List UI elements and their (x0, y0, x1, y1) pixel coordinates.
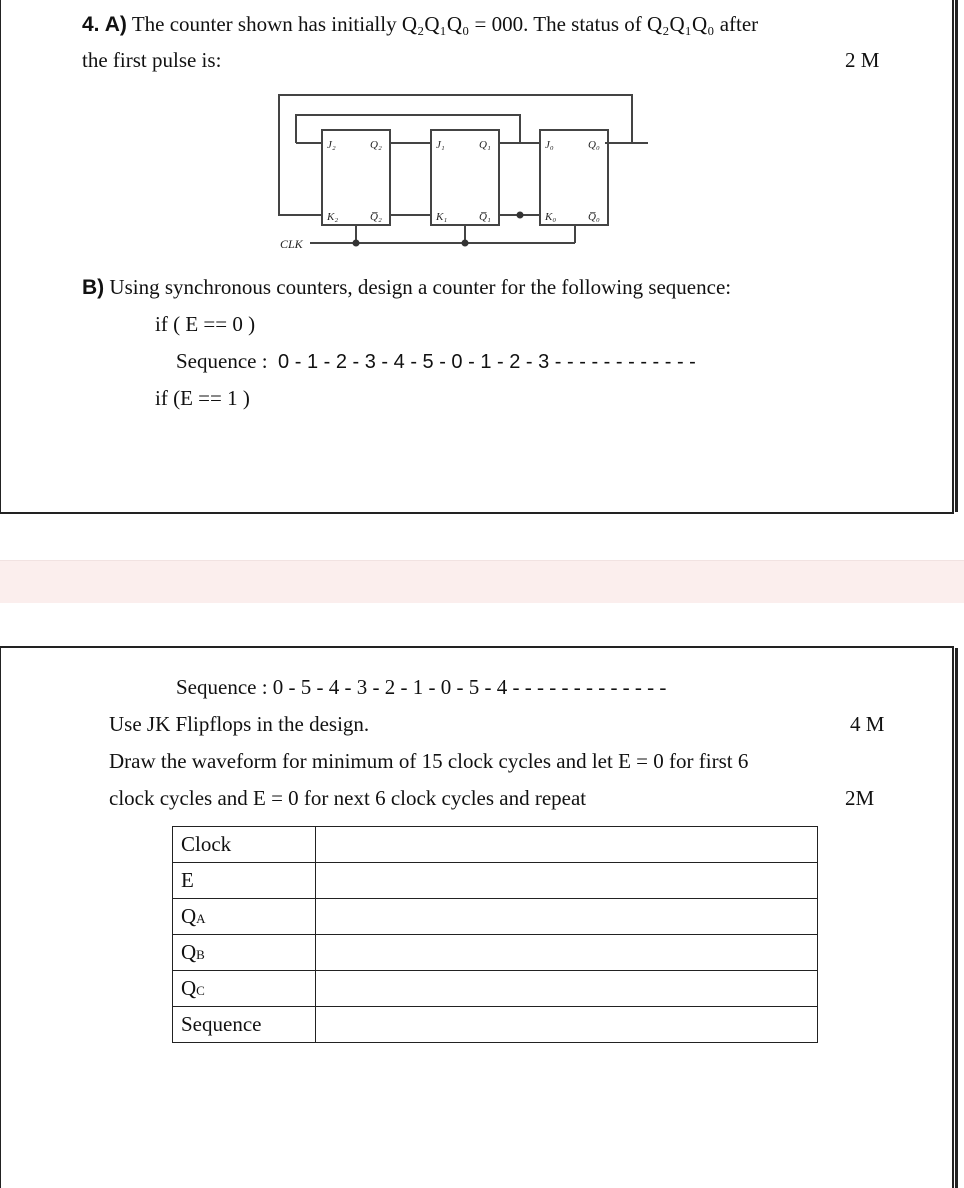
table-row (173, 935, 818, 971)
table-row (173, 899, 818, 935)
waveform-cell[interactable] (316, 863, 818, 899)
ff1-j-label: J₁ (436, 139, 445, 151)
waveform-cell[interactable] (316, 1007, 818, 1043)
ff2-qbar-label: Q̅₂ (370, 211, 382, 223)
ff0-j-label: J₀ (545, 139, 554, 151)
question-number: 4. (82, 13, 100, 36)
sequence-1-values: 0 - 1 - 2 - 3 - 4 - 5 - 0 - 1 - 2 - 3 - - - - - - - - - - - - (278, 351, 696, 373)
table-row (173, 971, 818, 1007)
feedback-junction-dot (517, 212, 524, 219)
clk-label: CLK (280, 237, 303, 251)
part-a-marks: 2 M (845, 48, 880, 72)
waveform-marks: 2M (845, 786, 875, 810)
row-label-qa: QA (173, 899, 316, 935)
jk-instruction: Use JK Flipflops in the design. (109, 712, 370, 736)
ff0-qbar-label: Q̅₀ (588, 211, 600, 223)
ff0-k-label: K₀ (545, 211, 557, 223)
part-b-text: Using synchronous counters, design a counter for the following sequence: (109, 275, 732, 299)
waveform-instruction-2: clock cycles and E = 0 for next 6 clock cycles and repeat (109, 786, 587, 810)
ff2-k-label: K₂ (327, 211, 339, 223)
page-separator-band (0, 560, 964, 603)
condition-e-1: if (E == 1 ) (155, 386, 250, 410)
waveform-cell[interactable] (316, 935, 818, 971)
table-row (173, 1007, 818, 1043)
sequence-2: Sequence : 0 - 5 - 4 - 3 - 2 - 1 - 0 - 5 - 4 - - - - - - - - - - - - - (176, 675, 667, 699)
ff1-k-label: K₁ (436, 211, 448, 223)
waveform-table (172, 826, 818, 1043)
waveform-cell[interactable] (316, 827, 818, 863)
ff1-qbar-label: Q̅₁ (479, 211, 491, 223)
sequence-1 (176, 351, 696, 372)
table-row (173, 863, 818, 899)
part-a-label: A) (104, 13, 127, 36)
sequence-1-label: Sequence : (176, 349, 268, 373)
row-label-qc: QC (173, 971, 316, 1007)
jk-instruction-marks: 4 M (850, 712, 885, 736)
ff0-q-label: Q₀ (588, 139, 600, 151)
question-a-line1 (82, 14, 758, 35)
ff1-q-label: Q₁ (479, 139, 491, 151)
waveform-cell[interactable] (316, 971, 818, 1007)
clock-junction-dot (462, 240, 469, 247)
table-row (173, 827, 818, 863)
ff2-j-label: J₂ (327, 139, 336, 151)
part-b-label: B) (82, 276, 105, 299)
part-a-text-2: the first pulse is: (82, 48, 222, 72)
clock-junction-dot (353, 240, 360, 247)
ff2-q-label: Q₂ (370, 139, 382, 151)
row-label-clock: Clock (173, 827, 316, 863)
condition-e-0: if ( E == 0 ) (155, 312, 256, 336)
waveform-cell[interactable] (316, 899, 818, 935)
part-a-text-1: The counter shown has initially Q₂Q₁Q₀ = 000. The status of Q₂Q₁Q₀ after (131, 12, 759, 36)
row-label-qb: QB (173, 935, 316, 971)
row-label-e: E (173, 863, 316, 899)
jk-counter-diagram (270, 90, 660, 260)
waveform-instruction-1: Draw the waveform for minimum of 15 clock cycles and let E = 0 for first 6 (109, 749, 749, 773)
part-b-line (82, 277, 731, 298)
row-label-sequence: Sequence (173, 1007, 316, 1043)
